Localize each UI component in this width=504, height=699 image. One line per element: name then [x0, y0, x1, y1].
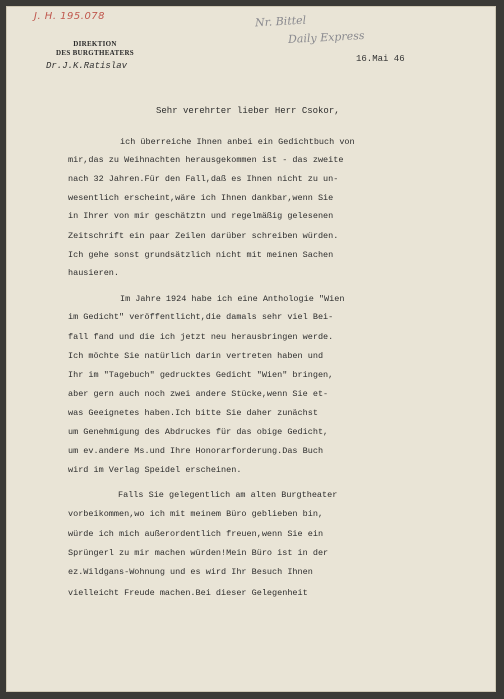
letter-date: 16.Mai 46	[356, 54, 405, 64]
body-line: wesentlich erscheint,wäre ich Ihnen dankbar,wenn Sie	[68, 193, 334, 203]
salutation: Sehr verehrter lieber Herr Csokor,	[156, 106, 340, 116]
body-line: um Genehmigung des Abdruckes für das obige Gedicht,	[68, 427, 329, 437]
body-line: Zeitschrift ein paar Zeilen darüber schreiben würden.	[68, 231, 339, 241]
body-line: Falls Sie gelegentlich am alten Burgtheater	[118, 490, 338, 500]
body-line: ich überreiche Ihnen anbei ein Gedichtbuch von	[120, 137, 355, 147]
body-line: in Ihrer von mir geschätztn und regelmäßig gelesenen	[68, 211, 334, 221]
pencil-note-line1: Nr. Bittel	[254, 13, 307, 30]
body-line: hausieren.	[68, 268, 120, 278]
body-line: vielleicht Freude machen.Bei dieser Gelegenheit	[68, 588, 308, 598]
letterhead-line2: DES BURGTHEATERS	[56, 49, 134, 57]
body-line: fall fand und die ich jetzt neu herausbringen werde.	[68, 332, 334, 342]
pencil-note-line2: Daily Express	[287, 29, 365, 46]
body-line: wird im Verlag Speidel erscheinen.	[68, 465, 242, 475]
body-line: was Geeignetes haben.Ich bitte Sie daher zunächst	[68, 408, 318, 418]
body-line: ez.Wildgans-Wohnung und es wird Ihr Besuch Ihnen	[68, 567, 313, 577]
body-line: Im Jahre 1924 habe ich eine Anthologie "Wien	[120, 294, 345, 304]
body-line: Ihr im "Tagebuch" gedrucktes Gedicht "Wien" bringen,	[68, 370, 334, 380]
body-line: nach 32 Jahren.Für den Fall,daß es Ihnen nicht zu un-	[68, 174, 339, 184]
body-line: Ich möchte Sie natürlich darin vertreten haben und	[68, 351, 324, 361]
body-line: vorbeikommen,wo ich mit meinem Büro geblieben bin,	[68, 509, 324, 519]
letterhead-line1: DIREKTION	[73, 40, 117, 48]
body-line: Ich gehe sonst grundsätzlich nicht mit meinen Sachen	[68, 250, 334, 260]
archive-number: J. H. 195.078	[34, 11, 106, 22]
body-line: würde ich mich außerordentlich freuen,wenn Sie ein	[68, 529, 324, 539]
sender-name: Dr.J.K.Ratislav	[46, 61, 128, 71]
body-line: aber gern auch noch zwei andere Stücke,wenn Sie et-	[68, 389, 329, 399]
body-line: Sprüngerl zu mir machen würden!Mein Büro ist in der	[68, 548, 329, 558]
body-line: um ev.andere Ms.und Ihre Honorarforderung.Das Buch	[68, 446, 324, 456]
body-line: im Gedicht" veröffentlicht,die damals sehr viel Bei-	[68, 312, 334, 322]
body-line: mir,das zu Weihnachten herausgekommen ist - das zweite	[68, 155, 344, 165]
letterhead	[46, 40, 144, 58]
